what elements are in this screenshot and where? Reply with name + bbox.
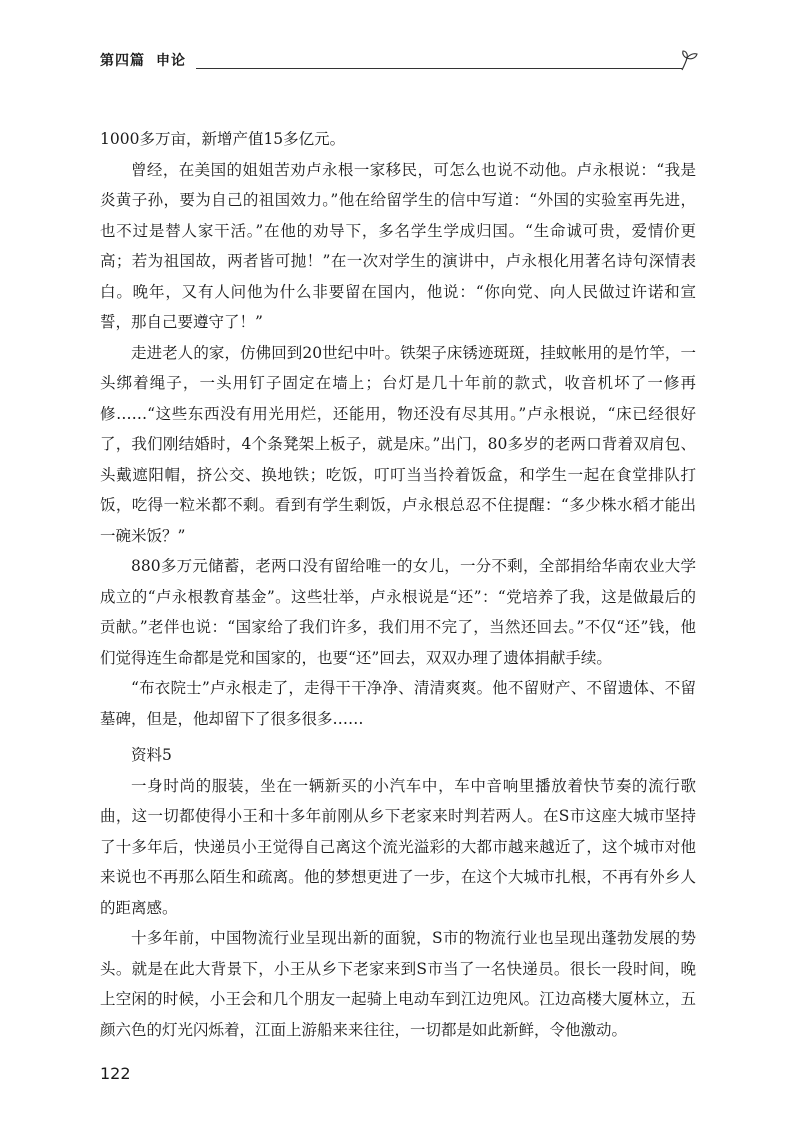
sprout-icon — [676, 48, 700, 72]
header-section-title: 申论 — [156, 53, 186, 69]
paragraph-continuation: 1000多万亩，新增产值15多亿元。 — [100, 130, 346, 148]
header-part-title: 第四篇 — [100, 53, 145, 69]
paragraph: 880多万元储蓄，老两口没有留给唯一的女儿，一分不剩，全部捐给华南农业大学成立的“卢永根教育基金”。这些壮举，卢永根说是“还”：“党培养了我，这是做最后的贡献。”老伴也说：“国家给了我们许多，我们用不完了，当然还回去。”不仅“还”钱，他们觉得连生命都是党和国家的，也要“还”回去，双双办理了遗体捐献手续。 — [100, 557, 696, 667]
paragraph: 一身时尚的服装，坐在一辆新买的小汽车中，车中音响里播放着快节奏的流行歌曲，这一切都使得小王和十多年前刚从乡下老家来时判若两人。在S市这座大城市坚持了十多年后，快递员小王觉得自己离这个流光溢彩的大都市越来越近了，这个城市对他来说也不再那么陌生和疏离。他的梦想更进了一步，在这个大城市扎根，不再有外乡人的距离感。 — [100, 776, 696, 917]
paragraph: 十多年前，中国物流行业呈现出新的面貌，S市的物流行业也呈现出蓬勃发展的势头。就是在此大背景下，小王从乡下老家来到S市当了一名快递员。很长一段时间，晚上空闲的时候，小王会和几个朋友一起骑上电动车到江边兜风。江边高楼大厦林立，五颜六色的灯光闪烁着，江面上游船来来往往，一切都是如此新鲜，令他激动。 — [100, 929, 696, 1039]
paragraph: 走进老人的家，仿佛回到20世纪中叶。铁架子床锈迹斑斑，挂蚊帐用的是竹竿，一头绑着绳子，一头用钉子固定在墙上；台灯是几十年前的款式，收音机坏了一修再修……“这些东西没有用光用烂，还能用，物还没有尽其用。”卢永根说，“床已经很好了，我们刚结婚时，4个条凳架上板子，就是床。”出门，80多岁的老两口背着双肩包、头戴遮阳帽，挤公交、换地铁；吃饭，叮叮当当拎着饭盒，和学生一起在食堂排队打饭，吃得一粒米都不剩。看到有学生剩饭，卢永根总忍不住提醒：“多少株水稻才能出一碗米饭？” — [100, 343, 696, 545]
running-header — [100, 48, 700, 72]
material-heading: 资料5 — [131, 746, 172, 764]
page-number: 122 — [100, 1064, 131, 1083]
header-rule — [196, 68, 682, 69]
paragraph: 曾经，在美国的姐姐苦劝卢永根一家移民，可怎么也说不动他。卢永根说：“我是炎黄子孙，要为自己的祖国效力。”他在给留学生的信中写道：“外国的实验室再先进，也不过是替人家干活。”在他的劝导下，多名学生学成归国。“生命诚可贵，爱情价更高；若为祖国故，两者皆可抛！”在一次对学生的演讲中，卢永根化用著名诗句深情表白。晚年，又有人问他为什么非要留在国内，他说：“你向党、向人民做过许诺和宣誓，那自己要遵守了！” — [100, 160, 696, 331]
page-body — [100, 124, 696, 1045]
paragraph: “布衣院士”卢永根走了，走得干干净净、清清爽爽。他不留财产、不留遗体、不留墓碑，但是，他却留下了很多很多…… — [100, 679, 696, 728]
